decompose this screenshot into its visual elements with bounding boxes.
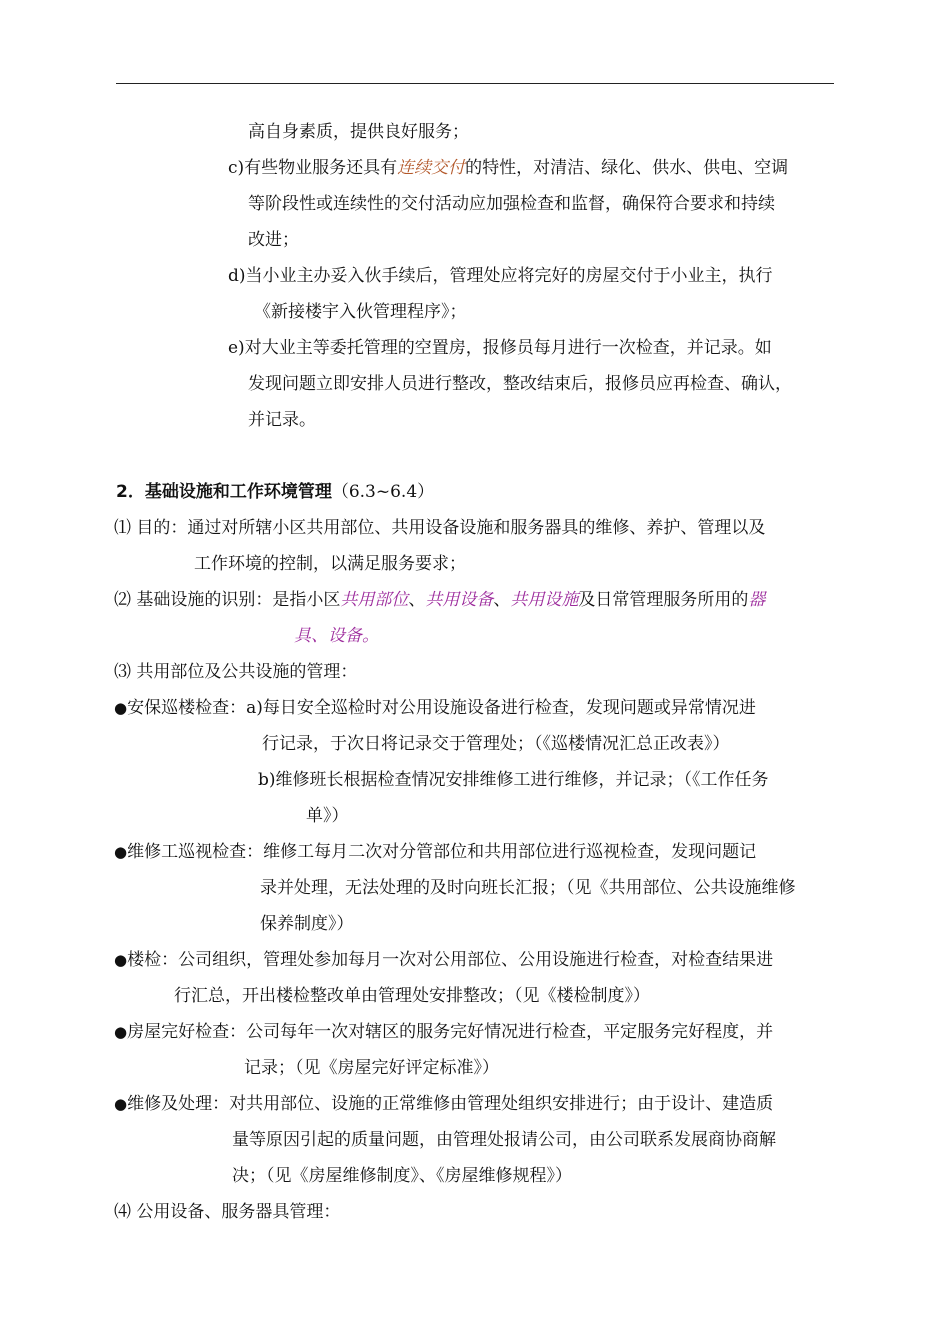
bullet-building-inspection-line1: [114, 950, 773, 970]
list-c-suffix: 的特性，对清洁、绿化、供水、供电、空调: [465, 158, 789, 178]
bullet-security-patrol-line3: b)维修班长根据检查情况安排维修工进行维修，并记录；（《工作任务: [258, 770, 769, 790]
list-item-e-line1: e)对大业主等委托管理的空置房，报修员每月进行一次检查，并记录。如: [228, 338, 772, 358]
list-c-prefix: c)有些物业服务还具有: [228, 158, 398, 178]
list-item-e-line2: 发现问题立即安排人员进行整改，整改结束后，报修员应再检查、确认，: [248, 374, 792, 394]
identification-line2: 具、设备。: [294, 626, 379, 646]
bullet-security-patrol-line4: 单》）: [306, 806, 349, 826]
bullet-text: 房屋完好检查：公司每年一次对辖区的服务完好情况进行检查，平定服务完好程度，并: [127, 1022, 774, 1042]
bullet-house-condition-line2: 记录；（见《房屋完好评定标准》）: [244, 1058, 499, 1078]
bullet-repair-handling-line3: 决；（见《房屋维修制度》、《房屋维修规程》）: [232, 1166, 572, 1186]
bullet-icon: ●: [114, 1023, 128, 1041]
identification-line1: [114, 590, 765, 610]
header-rule: [116, 83, 834, 84]
term-common-parts: 共用部位: [340, 590, 409, 610]
section-clause-ref: （6.3~6.4）: [331, 482, 435, 502]
term-common-facilities: 共用设施: [510, 590, 579, 610]
bullet-icon: ●: [114, 699, 128, 717]
bullet-icon: ●: [114, 1095, 128, 1113]
common-parts-heading: ⑶ 共用部位及公共设施的管理：: [114, 662, 358, 682]
term-continuous-delivery: 连续交付: [397, 158, 466, 178]
separator: 、: [493, 590, 511, 610]
bullet-text: 楼检：公司组织，管理处参加每月一次对公用部位、公用设施进行检查，对检查结果进: [127, 950, 774, 970]
list-item-c-line2: 等阶段性或连续性的交付活动应加强检查和监督，确保符合要求和持续: [248, 194, 775, 214]
purpose-line2: 工作环境的控制，以满足服务要求；: [194, 554, 466, 574]
list-item-c-line1: [228, 158, 788, 178]
list-item-c-line3: 改进；: [248, 230, 299, 250]
list-item-e-line3: 并记录。: [248, 410, 316, 430]
bullet-icon: ●: [114, 843, 128, 861]
bullet-repair-handling-line2: 量等原因引起的质量问题，由管理处报请公司，由公司联系发展商协商解: [232, 1130, 776, 1150]
bullet-maintenance-patrol-line3: 保养制度》）: [260, 914, 354, 934]
bullet-building-inspection-line2: 行汇总，开出楼检整改单由管理处安排整改；（见《楼检制度》）: [174, 986, 650, 1006]
bullet-maintenance-patrol-line2: 录并处理，无法处理的及时向班长汇报；（见《共用部位、公共设施维修: [260, 878, 796, 898]
bullet-text: 安保巡楼检查：a)每日安全巡检时对公用设施设备进行检查，发现问题或异常情况进: [127, 698, 756, 718]
purpose-line1: ⑴ 目的：通过对所辖小区共用部位、共用设备设施和服务器具的维修、养护、管理以及: [114, 518, 766, 538]
list-item-d-line2: 《新接楼宇入伙管理程序》；: [254, 302, 467, 322]
bullet-maintenance-patrol-line1: [114, 842, 756, 862]
bullet-house-condition-line1: [114, 1022, 773, 1042]
identification-middle: 及日常管理服务所用的: [578, 590, 749, 610]
bullet-icon: ●: [114, 951, 128, 969]
bullet-security-patrol-line1: [114, 698, 756, 718]
section-heading: [116, 482, 434, 502]
bullet-security-patrol-line2: 行记录，于次日将记录交于管理处；（《巡楼情况汇总正改表》）: [262, 734, 730, 754]
section-title: 2．基础设施和工作环境管理: [116, 482, 332, 502]
bullet-repair-handling-line1: [114, 1094, 773, 1114]
equipment-tools-heading: ⑷ 公用设备、服务器具管理：: [114, 1202, 341, 1222]
list-b-tail: 高自身素质，提供良好服务；: [248, 122, 469, 142]
bullet-text: 维修及处理：对共用部位、设施的正常维修由管理处组织安排进行；由于设计、建造质: [127, 1094, 774, 1114]
bullet-text: 维修工巡视检查：维修工每月二次对分管部位和共用部位进行巡视检查，发现问题记: [127, 842, 757, 862]
list-item-d-line1: d)当小业主办妥入伙手续后，管理处应将完好的房屋交付于小业主，执行: [228, 266, 773, 286]
term-common-equipment: 共用设备: [425, 590, 494, 610]
term-tools-start: 器: [748, 590, 766, 610]
identification-prefix: ⑵ 基础设施的识别：是指小区: [114, 590, 341, 610]
separator: 、: [408, 590, 426, 610]
